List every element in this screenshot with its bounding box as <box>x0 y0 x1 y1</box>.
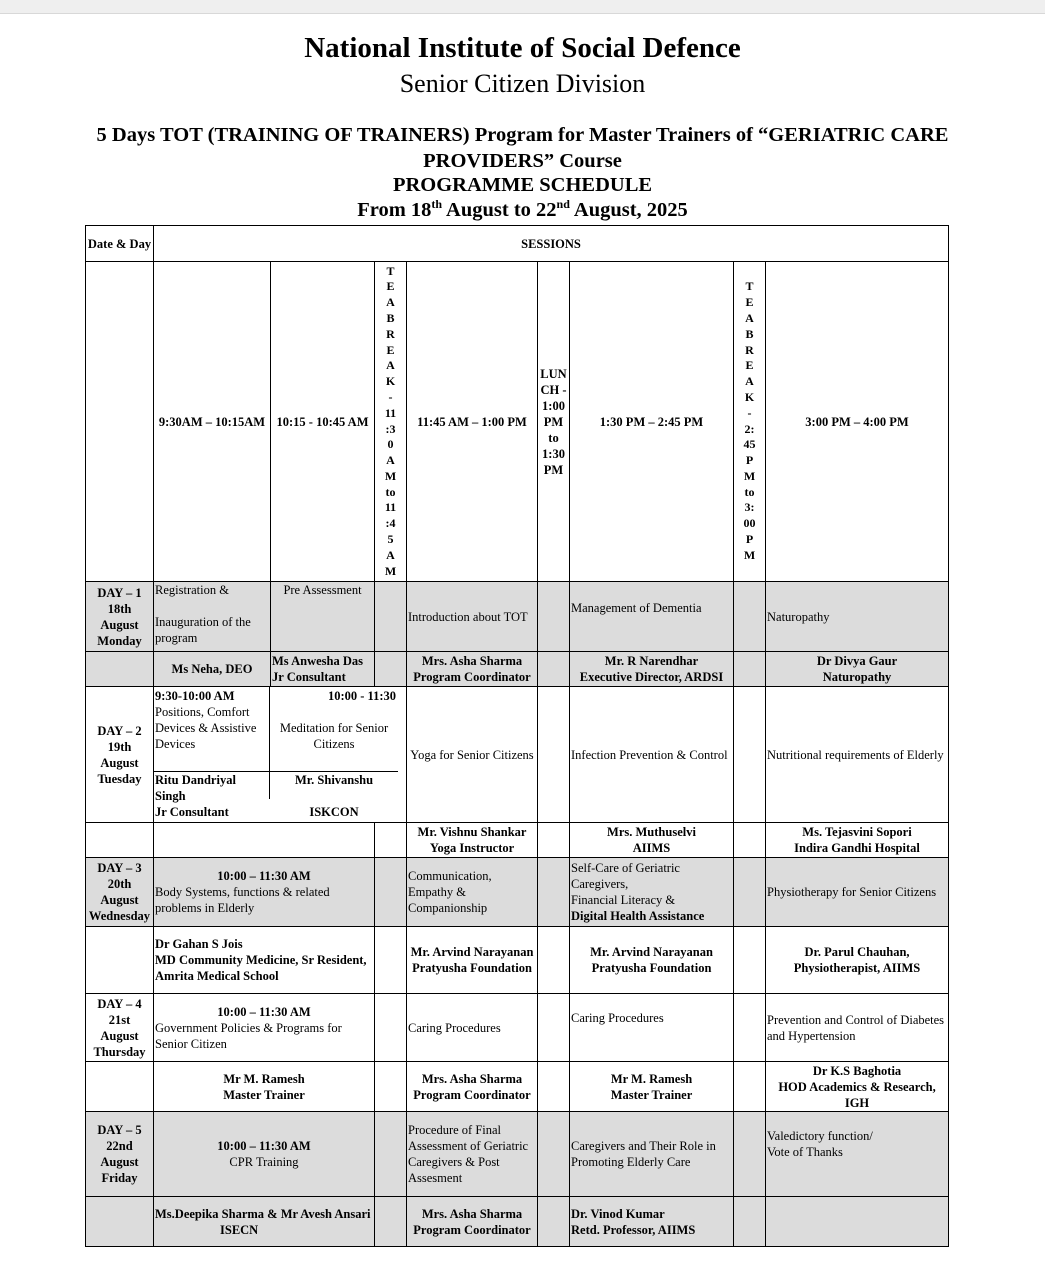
day3-speaker-5: Dr. Parul Chauhan, Physiotherapist, AIIMS <box>766 927 949 994</box>
day5-session-12-title: CPR Training <box>229 1155 299 1169</box>
day4-session-5: Prevention and Control of Diabetes and Hypertension <box>766 994 949 1062</box>
day3-speaker-blank <box>86 927 154 994</box>
date-range <box>0 199 1045 222</box>
day5-speaker-tea1 <box>375 1197 407 1247</box>
day5-speaker-12-names: Ms.Deepika Sharma & Mr Avesh Ansari <box>155 1206 371 1221</box>
day3-speaker-3: Mr. Arvind Narayanan Pratyusha Foundation <box>407 927 538 994</box>
day1-tea2 <box>734 582 766 652</box>
day3-label: DAY – 3 20th August Wednesday <box>86 858 154 927</box>
day1-session-4: Management of Dementia <box>570 582 734 652</box>
day2-session-row <box>86 687 949 823</box>
program-title-text: 5 Days TOT (TRAINING OF TRAINERS) Program for Master Trainers of “GERIATRIC CARE PROVIDERS” Course <box>96 124 949 172</box>
lunch-break: LUN CH - 1:00 PM to 1:30 PM <box>538 262 570 582</box>
day5-speaker-tea2 <box>734 1197 766 1247</box>
day1-speaker-tea1 <box>375 652 407 687</box>
day5-speaker-5 <box>766 1197 949 1247</box>
day4-session-12-title: Government Policies & Programs for Senior Citizen <box>155 1020 342 1051</box>
day3-session-row <box>86 858 949 927</box>
day5-speaker-3: Mrs. Asha Sharma Program Coordinator <box>407 1197 538 1247</box>
program-title <box>0 122 1045 174</box>
time-slot-4: 1:30 PM – 2:45 PM <box>570 262 734 582</box>
day2-speaker-5: Ms. Tejasvini Sopori Indira Gandhi Hospital <box>766 823 949 858</box>
day2-divider-v <box>269 687 270 771</box>
time-slot-1: 9:30AM – 10:15AM <box>154 262 271 582</box>
day5-lunch <box>538 1112 570 1197</box>
day1-lunch <box>538 582 570 652</box>
day1-speaker-tea2 <box>734 652 766 687</box>
day4-speaker-12: Mr M. Ramesh Master Trainer <box>154 1062 375 1112</box>
day2-morning-block <box>154 687 407 823</box>
day4-speaker-4: Mr M. Ramesh Master Trainer <box>570 1062 734 1112</box>
day4-label: DAY – 4 21st August Thursday <box>86 994 154 1062</box>
day1-session-5: Naturopathy <box>766 582 949 652</box>
time-row-blank <box>86 262 154 582</box>
day5-session-12-time: 10:00 – 11:30 AM <box>217 1139 311 1153</box>
day5-session-5: Valedictory function/ Vote of Thanks <box>766 1112 949 1197</box>
day2-session-1-title: Positions, Comfort Devices & Assistive Devices <box>155 705 257 751</box>
day5-tea1 <box>375 1112 407 1197</box>
time-row <box>86 262 949 582</box>
schedule-title: PROGRAMME SCHEDULE <box>392 174 653 196</box>
institute-title: National Institute of Social Defence <box>304 32 741 64</box>
day5-speaker-lunch <box>538 1197 570 1247</box>
day2-speaker-lunch <box>538 823 570 858</box>
day5-session-3: Procedure of Final Assessment of Geriatric Caregivers & Post Assesment <box>407 1112 538 1197</box>
day1-speaker-lunch <box>538 652 570 687</box>
day3-speaker-12: Dr Gahan S Jois MD Community Medicine, Sr Resident, Amrita Medical School <box>154 927 375 994</box>
day2-speaker-2: Mr. Shivanshu ISKCON <box>294 773 374 819</box>
day3-session-3: Communication, Empathy & Companionship <box>407 858 538 927</box>
date-range-sup1: th <box>431 197 443 212</box>
table-header-row <box>86 226 949 262</box>
day3-session-4 <box>570 858 734 927</box>
day4-speaker-tea2 <box>734 1062 766 1112</box>
day2-lunch <box>538 687 570 823</box>
day3-session-4-bold: Digital Health Assistance <box>571 909 705 923</box>
day2-speaker-row <box>86 823 949 858</box>
day5-session-4: Caregivers and Their Role in Promoting Elderly Care <box>570 1112 734 1197</box>
time-slot-2: 10:15 - 10:45 AM <box>271 262 375 582</box>
day1-session-1: Registration & Inauguration of the program <box>154 582 271 652</box>
day2-label: DAY – 2 19th August Tuesday <box>86 687 154 823</box>
day3-speaker-tea1 <box>375 927 407 994</box>
day4-session-12 <box>154 994 375 1062</box>
browser-top-bar <box>0 0 1045 14</box>
day2-speaker-tea1 <box>375 823 407 858</box>
sessions-header: SESSIONS <box>154 226 949 262</box>
day3-tea1 <box>375 858 407 927</box>
day5-speaker-blank <box>86 1197 154 1247</box>
date-range-prefix: From 18 <box>357 199 432 221</box>
day2-speaker-3: Mr. Vishnu Shankar Yoga Instructor <box>407 823 538 858</box>
day4-lunch <box>538 994 570 1062</box>
day4-speaker-blank <box>86 1062 154 1112</box>
tea-break-1: T E A B R E A K - 11 :3 0 A M to 11 :4 5 A M <box>375 262 407 582</box>
day1-tea1 <box>375 582 407 652</box>
day5-tea2 <box>734 1112 766 1197</box>
day2-tea2 <box>734 687 766 823</box>
day4-tea1 <box>375 994 407 1062</box>
time-slot-3: 11:45 AM – 1:00 PM <box>407 262 538 582</box>
day3-session-12-title: Body Systems, functions & related problems in Elderly <box>155 885 330 915</box>
day3-session-12 <box>154 858 375 927</box>
day1-session-row <box>86 582 949 652</box>
day4-speaker-3: Mrs. Asha Sharma Program Coordinator <box>407 1062 538 1112</box>
day3-speaker-row <box>86 927 949 994</box>
day5-speaker-12-org: ISECN <box>220 1222 259 1237</box>
day2-session-2-time: 10:00 - 11:30 <box>327 689 396 703</box>
day2-speaker-4: Mrs. Muthuselvi AIIMS <box>570 823 734 858</box>
day2-session-1-time: 9:30-10:00 AM <box>155 689 235 703</box>
time-slot-5: 3:00 PM – 4:00 PM <box>766 262 949 582</box>
day3-session-4-title: Self-Care of Geriatric Caregivers, Financial Literacy & <box>571 861 680 907</box>
day5-speaker-row <box>86 1197 949 1247</box>
day2-session-4: Infection Prevention & Control <box>570 687 734 823</box>
day3-speaker-tea2 <box>734 927 766 994</box>
day1-label: DAY – 1 18th August Monday <box>86 582 154 652</box>
day1-speaker-1: Ms Neha, DEO <box>154 652 271 687</box>
day2-session-5: Nutritional requirements of Elderly <box>766 687 949 823</box>
day5-speaker-12 <box>154 1197 375 1247</box>
day4-speaker-row <box>86 1062 949 1112</box>
division-title: Senior Citizen Division <box>399 69 646 98</box>
day1-speaker-row <box>86 652 949 687</box>
day3-speaker-4: Mr. Arvind Narayanan Pratyusha Foundation <box>570 927 734 994</box>
day4-speaker-5: Dr K.S Baghotia HOD Academics & Research, IGH <box>766 1062 949 1112</box>
day2-speaker-blank <box>86 823 154 858</box>
day3-tea2 <box>734 858 766 927</box>
day2-session-2-title: Meditation for Senior Citizens <box>279 721 389 751</box>
day3-speaker-lunch <box>538 927 570 994</box>
day2-speaker-blank-2 <box>154 823 375 858</box>
day1-speaker-3: Mrs. Asha Sharma Program Coordinator <box>407 652 538 687</box>
day5-session-row <box>86 1112 949 1197</box>
day1-speaker-5: Dr Divya Gaur Naturopathy <box>766 652 949 687</box>
day2-divider-v2 <box>269 771 270 799</box>
date-range-mid: August to 22 <box>442 199 557 221</box>
day2-speaker-tea2 <box>734 823 766 858</box>
day3-lunch <box>538 858 570 927</box>
day5-session-12 <box>154 1112 375 1197</box>
date-range-suffix: August, 2025 <box>569 199 688 221</box>
day1-speaker-4: Mr. R Narendhar Executive Director, ARDSI <box>570 652 734 687</box>
day2-session-2 <box>272 688 396 752</box>
day1-session-2: Pre Assessment <box>271 582 375 652</box>
day4-session-4: Caring Procedures <box>570 994 734 1062</box>
date-range-sup2: nd <box>556 197 570 212</box>
day4-tea2 <box>734 994 766 1062</box>
schedule-table <box>85 225 949 1247</box>
date-day-header: Date & Day <box>86 226 154 262</box>
day2-speaker-1: Ritu Dandriyal Singh Jr Consultant <box>155 773 236 819</box>
day4-session-3: Caring Procedures <box>407 994 538 1062</box>
day4-speaker-tea1 <box>375 1062 407 1112</box>
day3-session-5: Physiotherapy for Senior Citizens <box>766 858 949 927</box>
day4-session-12-time: 10:00 – 11:30 AM <box>217 1004 311 1019</box>
day4-speaker-lunch <box>538 1062 570 1112</box>
day1-speaker-2: Ms Anwesha Das Jr Consultant <box>271 652 375 687</box>
day1-session-3: Introduction about TOT <box>407 582 538 652</box>
day2-session-1 <box>155 688 267 752</box>
day4-session-row <box>86 994 949 1062</box>
tea-break-2: T E A B R E A K - 2: 45 P M to 3: 00 P M <box>734 262 766 582</box>
day5-label: DAY – 5 22nd August Friday <box>86 1112 154 1197</box>
day3-session-12-time: 10:00 – 11:30 AM <box>217 869 311 883</box>
day5-speaker-4: Dr. Vinod Kumar Retd. Professor, AIIMS <box>570 1197 734 1247</box>
day1-speaker-blank <box>86 652 154 687</box>
day2-session-3: Yoga for Senior Citizens <box>407 687 538 823</box>
